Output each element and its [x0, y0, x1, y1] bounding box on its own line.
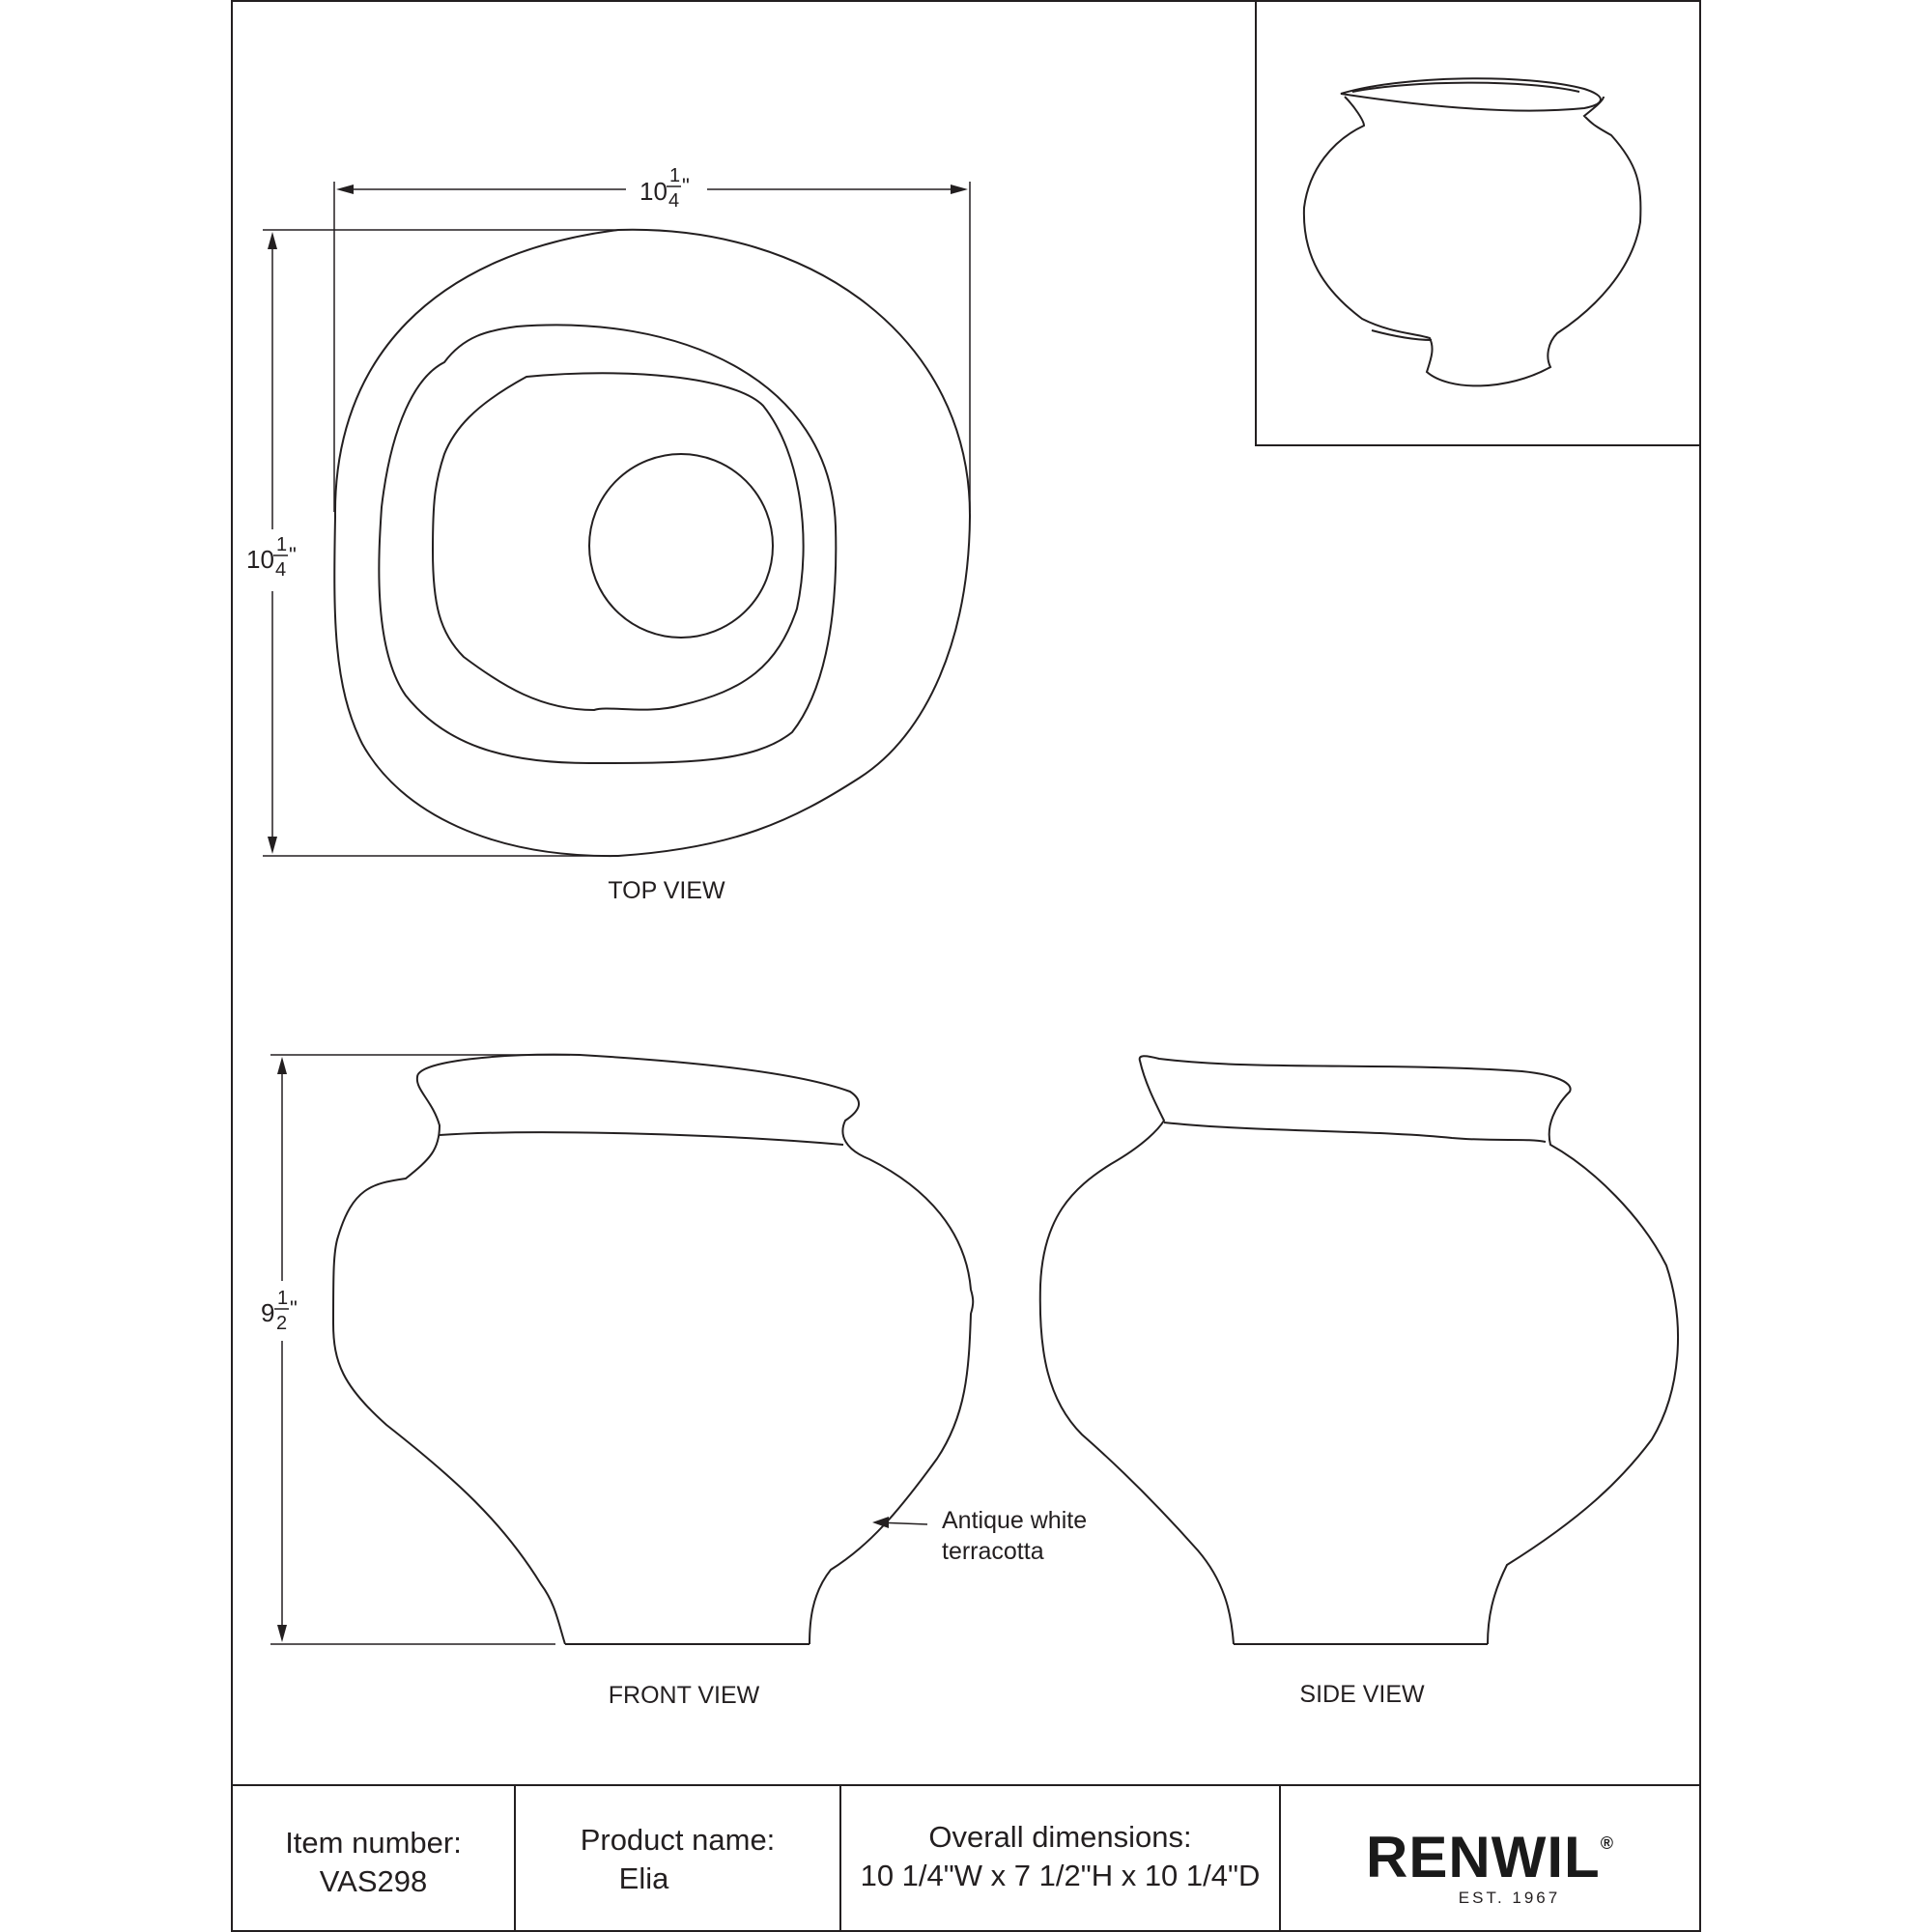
- svg-text:": ": [289, 543, 297, 567]
- top-view-drawing: [334, 230, 970, 856]
- svg-text:": ": [682, 174, 690, 198]
- perspective-body: [1304, 97, 1641, 385]
- item-number-value: VAS298: [319, 1864, 428, 1898]
- svg-text:1: 1: [277, 1288, 289, 1309]
- top-width-dimension: [334, 182, 970, 512]
- svg-text:": ": [290, 1296, 298, 1321]
- material-callout: [872, 1507, 1087, 1565]
- top-depth-label: [246, 534, 297, 581]
- front-height-label: [261, 1288, 298, 1334]
- svg-text:1: 1: [669, 165, 681, 186]
- front-view-outline: [333, 1055, 973, 1644]
- front-view-label: FRONT VIEW: [608, 1682, 760, 1709]
- svg-text:1: 1: [276, 534, 288, 555]
- side-view-vase-drawing: [1040, 1056, 1678, 1644]
- front-height-dimension: [270, 1055, 570, 1644]
- svg-text:10: 10: [246, 545, 274, 574]
- top-view-inner-rim: [379, 325, 836, 763]
- logo-tagline: EST. 1967: [1458, 1889, 1561, 1907]
- product-name-label: Product name:: [580, 1823, 776, 1857]
- product-name-cell: [515, 1821, 840, 1898]
- callout-line-2: terracotta: [942, 1538, 1044, 1565]
- svg-text:9: 9: [261, 1298, 275, 1327]
- top-view-base: [589, 454, 773, 638]
- perspective-frame: [1256, 1, 1700, 445]
- product-name-value: Elia: [618, 1861, 669, 1895]
- svg-text:4: 4: [668, 190, 680, 212]
- side-view-neck-line: [1164, 1122, 1546, 1142]
- svg-text:2: 2: [276, 1313, 288, 1334]
- top-view-label: TOP VIEW: [608, 877, 725, 904]
- sheet-border: [232, 1, 1700, 1931]
- side-view-label: SIDE VIEW: [1299, 1681, 1425, 1708]
- overall-dimensions-value: 10 1/4"W x 7 1/2"H x 10 1/4"D: [860, 1859, 1261, 1892]
- logo-wordmark: RENWIL®: [1366, 1825, 1614, 1889]
- svg-text:4: 4: [275, 559, 287, 581]
- top-view-neck-opening: [433, 373, 804, 710]
- callout-line-1: Antique white: [942, 1507, 1088, 1534]
- item-number-label: Item number:: [285, 1826, 462, 1860]
- side-view-outline: [1040, 1056, 1678, 1644]
- overall-dimensions-label: Overall dimensions:: [928, 1820, 1192, 1854]
- overall-dimensions-cell: [840, 1818, 1280, 1895]
- perspective-vase-drawing: [1304, 78, 1641, 385]
- front-view-vase-drawing: [333, 1055, 973, 1644]
- front-view-neck-line: [440, 1132, 843, 1145]
- top-width-label: [639, 165, 690, 212]
- renwil-logo: [1280, 1824, 1700, 1908]
- svg-text:10: 10: [639, 177, 668, 206]
